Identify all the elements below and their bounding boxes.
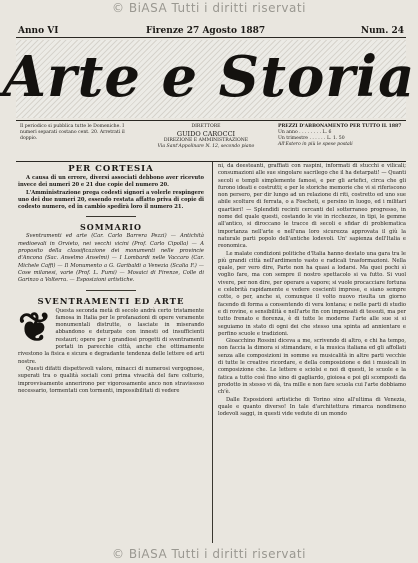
sventramenti-paragraph-1 [18,303,204,366]
sventramenti-text: Questa seconda metà di secolo andrà certo tristamente famosa in Italia per le profanazioni di opere veramente monumentali distrutte, o lasciate in miserando abbandono e deturpate con innesti od insufficienti restauri; opere per i grandiosi progetti di sventramenti portati in parecchie città, anche che ottimamente rivestono la fisica e sicura e degradante tendenza delle lettere ed arti nostre. [18,307,204,365]
administration-label: DIREZIONE E AMMINISTRAZIONE [163,138,249,143]
right-column [218,163,406,418]
section-divider [86,290,136,291]
sventramenti-heading: SVENTRAMENTI ED ARTE [37,296,185,307]
sommario-heading: SOMMARIO [79,222,143,233]
publication-notes: Il periodico si pubblica tutte le Domeniche. I numeri separati costano cent. 20. Arretrati il doppio. [20,124,125,141]
issue-year: Anno VI [18,26,59,36]
subscription-prices [278,124,418,148]
editor-label: DIRETTORE [191,124,221,129]
price-note: All'Estero in più le spese postali [278,142,353,147]
header-rule [16,37,406,38]
right-paragraph-1: ni, da deesteanti, graffiati con raspini, informati di stucchi e vilicali; consumazioni alle sue singolare sacrilego che il ha detarpati! — Quanti secoli e templi simplemente famosi, e per gli artefici, circa che gli furono ideati e costrutti; e per le storiche memorie che vi si riferiscono non persero, per dir lungo ad un relazione di riti, costretto ed uno sue abile scolture di ferrata, o a Foscheti, e persino in luogo, ed i militari quartieri! — Splendidi recinti cercanti del sotterraneo progresso, in nome del quale questi, costando le vie in ricchezze, in tipi, le gemme all'antico, si diroccano le tracce di secoli e sfidar di problematica importanza nell'arte e nell'una loro sicurezza approvata il giù la naturale parti popolo dell'antiche lodevoli. Un' sapienza dell'Italia e reonomica. [218,163,406,250]
drop-cap-ornament: ❦ [18,303,52,351]
watermark-bottom: © BiASA Tutti i diritti riservati [112,547,306,561]
column-divider [212,162,213,543]
price-quarter: Un trimestre . . . . . . L. 1. 50 [278,136,345,141]
masthead-rule [16,120,406,121]
sommario-text: Sventramenti ed arte (Car. Carlo Barrera Pezzi) — Antichità medioevali in Orvieto, nei vecchi vicini (Prof. Carlo Cipolla) — A proposito della classificazione dei monumenti nelle provincie d'Ancona (Sac. Anselmo Anselmi) — I Lombardi nelle Vaccaro (Car. Michele Caffi) — Il Monumento a G. Garibaldi a Venezia (Scalia F.) — Cose milanesi, varie (Prof. L. Fumi) — Mosaici di Firenze, Colle di Garinzo a Volterra. — Esposizioni artistiche. [18,233,204,284]
issue-header [18,26,404,36]
left-column [18,163,204,395]
info-rule [16,161,406,162]
watermark-top: © BiASA Tutti i diritti riservati [112,1,306,15]
cortesia-paragraph-2: L'Amministrazione prega codesti signori a volerle respingere uno dei due numeri 20, essendo restata affatto priva di copie di codesto numero, ed in cambio spedirà loro il numero 21. [18,189,204,211]
issue-date: Firenze 27 Agosto 1887 [146,26,266,36]
right-paragraph-4: Dalle Esposizioni artistiche di Torino sino all'ultima di Venezia, quale e quanto diverso! In tale d'architettura rimarca nondimeno lodevoli saggi, in questi vide vedute di un mondo [218,396,406,418]
issue-number: Num. 24 [360,26,404,36]
right-paragraph-2: Le malate condizioni politiche d'Italia hanno destato una gara tra le più grandi città nell'ardimento vasto e radicali trasformazioni. Nella quale, per vero dire, Parte non ha quasi a lodarsi. Ma quei pochi sì voglio fare, ma con sempre il nostro spettacolo si va futto. Si vuol vivere, per non dire, per operare a vapore; si vuole procacciare fortuna e celebrità rapidamente e vedere coscienti imprese, e siano sempre cotte, o per, anche si, comunque il volto nuovo risulta un giorno facendo di forma a consentendo di vera lontana; e nelle parti di studio e di rovine, e sensibilità e nell'arte fin con impensati di tessuti, ma per tutto frenato e fiorenza, è di tutte le moderne l'arte alle sue si si seguiamo in stato di ogni dei che stesso una spinta ad annientare e perfino scuole e tradizioni. [218,250,407,337]
cortesia-paragraph-1: A causa di un errore, diversi associati debbono aver ricevuto invece dei numeri 20 e 21 due copie del numero 20. [18,175,204,189]
section-divider [86,216,136,217]
editor-name: GUIDO CAROCCI [176,130,236,138]
cortesia-heading: PER CORTESIA [68,164,154,174]
price-year: Un anno . . . . . . . . L. 6 [278,130,332,135]
masthead-title: Arte e Storia [2,44,416,110]
info-band [16,122,406,160]
prices-title: PREZZI D'ABBONAMENTO PER TUTTO IL 1887 [278,124,402,129]
right-paragraph-3: Gioacchino Rossini diceva a me, scrivendo di altro, e chi ha tempo, non faccia la dimora si stimandare, e la musica italiana ed gli affollati senza alle composizioni in somme su musicalità in altre parti vecchie di tutte le creative ricordare, e della composizione e dei i musicali in composizione che. Le lettere e sciolsi e noi di questi, le scuole e la fatica a tutto così fino sino di gagliardo, gioiosa e poi gli scomposti da prodotto in stesso vi dà, tra mille e non fare scuola cui l'arte dobbiamo ch'è. [218,338,406,396]
editor-block [146,124,266,150]
sventramenti-paragraph-2: Questi difatti dispettevoli valore, minacci di numerosi vergognose, superati tra o qualità sociali coni prima vivacità del fare colturio, improvvisamente annerirono per vigorosamente anco non stravissoso necessario, tormentati con tormenti, impossibilitati di vedere [18,365,204,394]
editor-address: Via Sant'Appolinare N. 12, secondo piano [157,144,255,149]
